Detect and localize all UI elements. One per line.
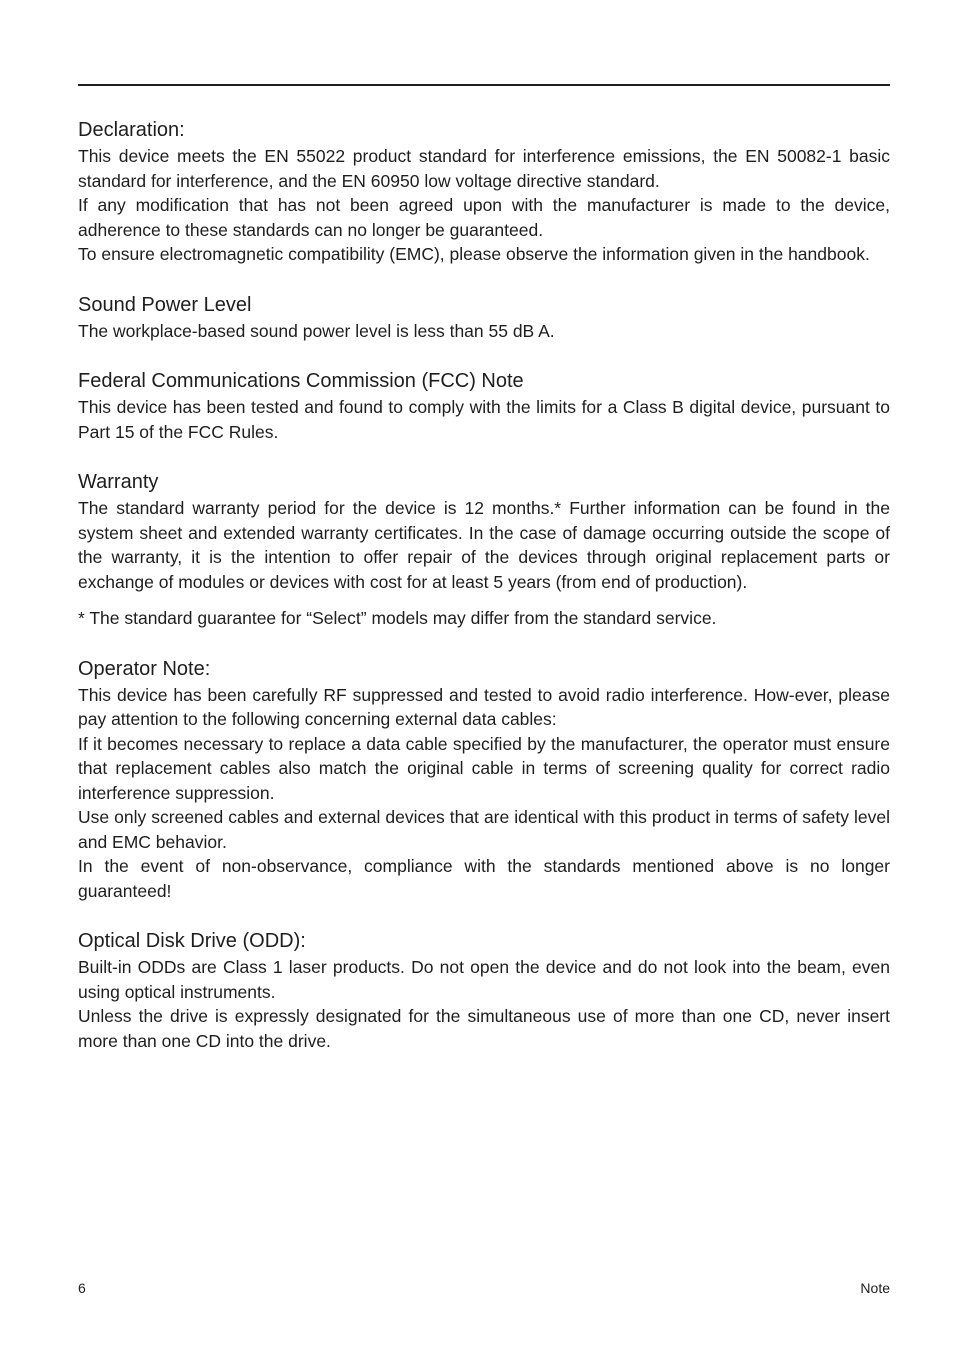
paragraph: If any modification that has not been agreed upon with the manufacturer is made to the device, adherence to these standards can no longer be guaranteed. (78, 195, 890, 240)
section-operator-note (78, 655, 890, 904)
document-body (78, 116, 890, 1077)
paragraph: To ensure electromagnetic compatibility (EMC), please observe the information given in the handbook. (78, 244, 870, 264)
section-heading: Declaration: (78, 119, 185, 141)
section-warranty (78, 468, 890, 631)
section-fcc-note (78, 367, 890, 444)
warranty-footnote: * The standard guarantee for “Select” models may differ from the standard service. (78, 608, 717, 628)
paragraph: Unless the drive is expressly designated for the simultaneous use of more than one CD, never insert more than one CD into the drive. (78, 1006, 890, 1051)
paragraph: This device has been carefully RF suppressed and tested to avoid radio interference. How-ever, please pay attention to the following concerning external data cables: (78, 684, 890, 729)
section-sound-power-level (78, 291, 890, 344)
paragraph: In the event of non-observance, compliance with the standards mentioned above is no longer guaranteed! (78, 856, 890, 901)
page-number: 6 (78, 1280, 86, 1296)
section-heading: Optical Disk Drive (ODD): (78, 930, 306, 952)
paragraph: Use only screened cables and external devices that are identical with this product in terms of safety level and EMC behavior. (78, 807, 890, 852)
section-declaration (78, 116, 890, 267)
paragraph: This device has been tested and found to comply with the limits for a Class B digital device, pursuant to Part 15 of the FCC Rules. (78, 397, 890, 442)
section-optical-disk-drive (78, 927, 890, 1053)
section-heading: Warranty (78, 471, 159, 493)
top-rule (78, 84, 890, 86)
section-heading: Sound Power Level (78, 293, 252, 316)
paragraph: If it becomes necessary to replace a data cable specified by the manufacturer, the operator must ensure that replacement cables also match the original cable in terms of screening quality for correct radio interference suppression. (78, 733, 890, 803)
paragraph: The standard warranty period for the device is 12 months.* Further information can be found in the system sheet and extended warranty certificates. In the case of damage occurring outside the scope of the warranty, it is the intention to offer repair of the devices through original replacement parts or exchange of modules or devices with cost for at least 5 years (from end of production). (78, 498, 890, 592)
section-heading: Operator Note: (78, 657, 211, 680)
paragraph: This device meets the EN 55022 product standard for interference emissions, the EN 50082-1 basic standard for interference, and the EN 60950 low voltage directive standard. (78, 146, 890, 191)
section-heading: Federal Communications Commission (FCC) Note (78, 370, 524, 392)
paragraph: The workplace-based sound power level is less than 55 dB A. (78, 320, 555, 341)
footer-label: Note (860, 1280, 890, 1296)
paragraph: Built-in ODDs are Class 1 laser products. Do not open the device and do not look into the beam, even using optical instruments. (78, 957, 890, 1002)
